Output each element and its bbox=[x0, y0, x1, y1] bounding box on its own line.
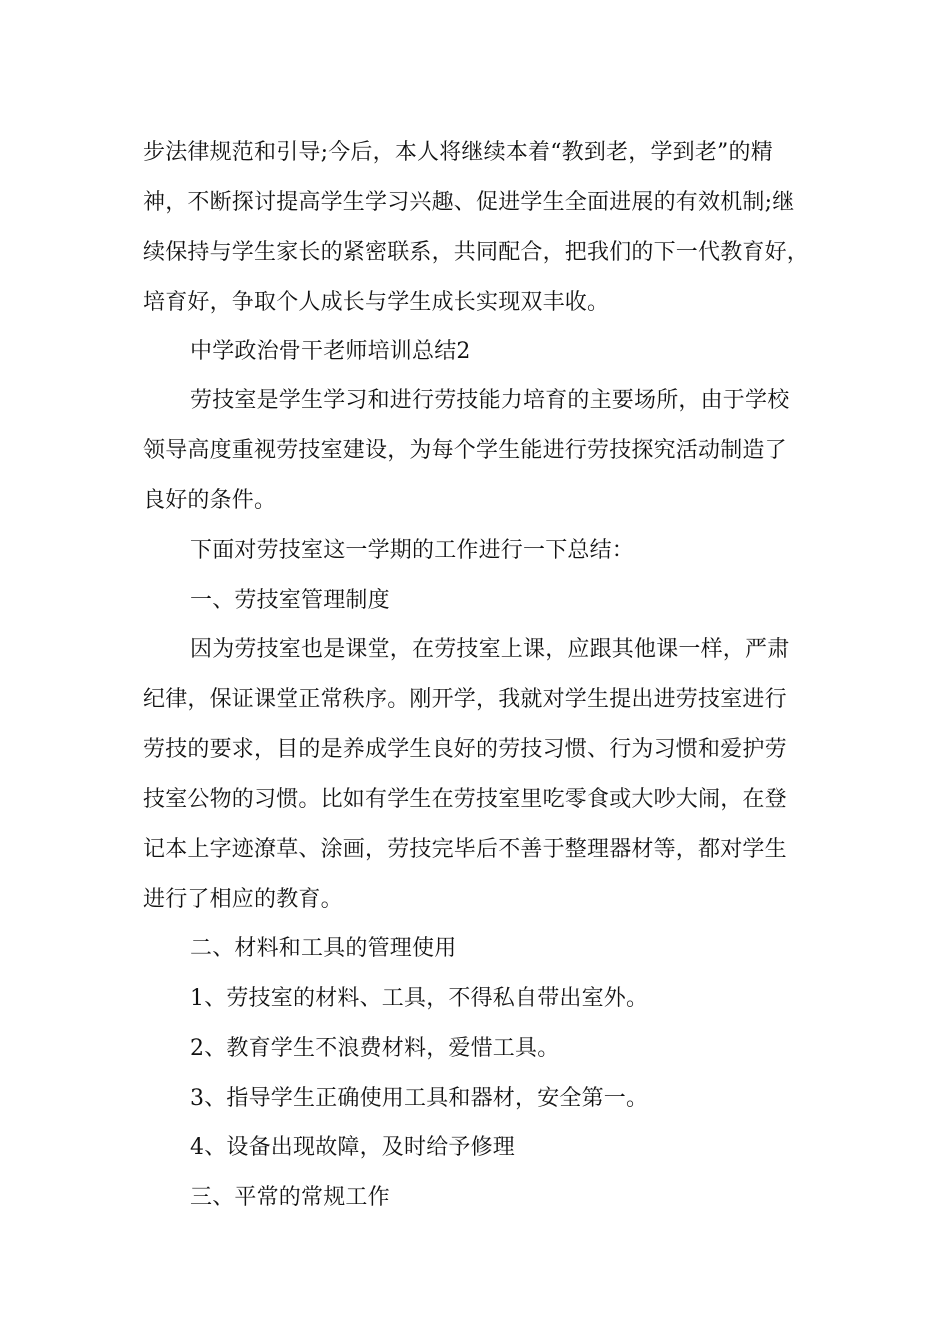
paragraph-line: 良好的条件。 bbox=[143, 488, 277, 513]
paragraph-line: 下面对劳技室这一学期的工作进行一下总结： bbox=[190, 538, 635, 563]
paragraph-line: 技室公物的习惯。比如有学生在劳技室里吃零食或大吵大闹，在登 bbox=[143, 787, 787, 812]
list-heading: 一、劳技室管理制度 bbox=[190, 588, 390, 613]
paragraph-line: 培育好，争取个人成长与学生成长实现双丰收。 bbox=[143, 290, 610, 315]
list-item: 4、设备出现故障，及时给予修理 bbox=[190, 1135, 515, 1160]
paragraph-line: 步法律规范和引导;今后，本人将继续本着“教到老，学到老”的精 bbox=[143, 140, 773, 165]
paragraph-line: 劳技室是学生学习和进行劳技能力培育的主要场所，由于学校 bbox=[190, 388, 790, 413]
paragraph-line: 领导高度重视劳技室建设，为每个学生能进行劳技探究活动制造了 bbox=[143, 438, 787, 463]
list-item: 3、指导学生正确使用工具和器材，安全第一。 bbox=[190, 1086, 649, 1111]
paragraph-line: 续保持与学生家长的紧密联系，共同配合，把我们的下一代教育好， bbox=[143, 240, 810, 265]
list-item: 1、劳技室的材料、工具，不得私自带出室外。 bbox=[190, 986, 649, 1011]
list-heading: 二、材料和工具的管理使用 bbox=[190, 936, 457, 961]
paragraph-line: 记本上字迹潦草、涂画，劳技完毕后不善于整理器材等，都对学生 bbox=[143, 837, 787, 862]
paragraph-line: 纪律，保证课堂正常秩序。刚开学，我就对学生提出进劳技室进行 bbox=[143, 687, 787, 712]
section-heading: 中学政治骨干老师培训总结2 bbox=[190, 339, 471, 364]
paragraph-line: 进行了相应的教育。 bbox=[143, 887, 343, 912]
paragraph-line: 劳技的要求，目的是养成学生良好的劳技习惯、行为习惯和爱护劳 bbox=[143, 737, 787, 762]
list-heading: 三、平常的常规工作 bbox=[190, 1185, 390, 1210]
paragraph-line: 神，不断探讨提高学生学习兴趣、促进学生全面进展的有效机制;继 bbox=[143, 190, 795, 215]
paragraph-line: 因为劳技室也是课堂，在劳技室上课，应跟其他课一样，严肃 bbox=[190, 637, 790, 662]
list-item: 2、教育学生不浪费材料，爱惜工具。 bbox=[190, 1036, 560, 1061]
